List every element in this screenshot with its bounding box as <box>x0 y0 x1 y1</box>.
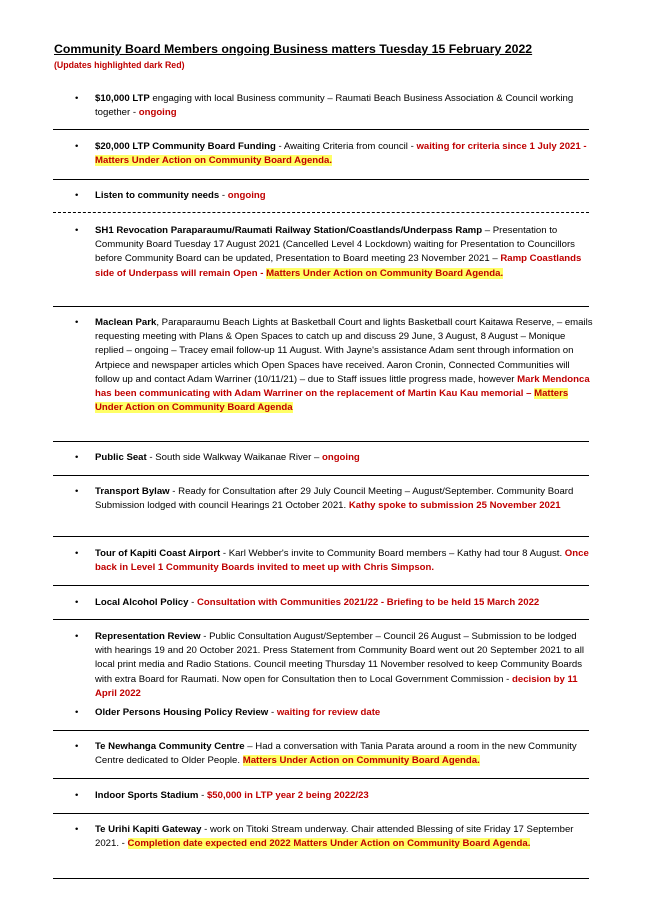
item-airport <box>95 547 593 575</box>
item-heading: $20,000 LTP Community Board Funding <box>95 141 276 152</box>
item-heading: Public Seat <box>95 452 147 463</box>
item-transport-bylaw <box>95 485 593 513</box>
item-heading: Transport Bylaw <box>95 486 170 497</box>
item-text: - <box>268 707 277 718</box>
item-maclean <box>95 316 593 415</box>
separator <box>53 778 589 779</box>
bullet-icon: • <box>75 190 79 201</box>
item-heading: Older Persons Housing Policy Review <box>95 707 269 718</box>
separator <box>53 306 589 307</box>
item-text: - Public Consultation August/September – Council 26 August – Submission to be lodged with hearings 19 and 20 October 2021. Press Statement from Community Board went out 20 September 2021 to all local print media and Radio Stations. Council meeting Thursday 11 November resolved to keep Community Boards with extra Board for Raumati. Now open for Consultation then to Local Government Commission - <box>95 631 585 685</box>
item-text: - <box>219 190 228 201</box>
item-public-seat <box>95 451 593 465</box>
item-heading: SH1 Revocation Paraparaumu/Raumati Railway Station/Coastlands/Underpass Ramp <box>95 225 483 236</box>
item-status: waiting for criteria since 1 July 2021 - <box>416 141 587 152</box>
bullet-icon: • <box>75 790 79 801</box>
bullet-icon: • <box>75 93 79 104</box>
item-highlight: Matters Under Action on Community Board Agenda. <box>242 755 480 767</box>
item-sports-stadium <box>95 789 593 803</box>
item-highlight: Matters Under Action on Community Board Agenda. <box>266 267 504 279</box>
item-representation-review <box>95 630 593 701</box>
item-heading: Te Newhanga Community Centre <box>95 741 245 752</box>
separator <box>53 813 589 814</box>
bullet-icon: • <box>75 486 79 497</box>
separator <box>53 536 589 537</box>
item-text: - <box>198 790 207 801</box>
separator <box>53 475 589 476</box>
item-text: - Karl Webber's invite to Community Board members – Kathy had tour 8 August. <box>220 548 565 559</box>
item-highlight: Matters Under Action on Community Board Agenda. <box>95 155 333 167</box>
item-heading: Representation Review <box>95 631 201 642</box>
bullet-icon: • <box>75 707 79 718</box>
item-status: $50,000 in LTP year 2 being 2022/23 <box>206 790 369 801</box>
item-funding <box>95 140 593 168</box>
bullet-icon: • <box>75 824 79 835</box>
item-highlight: Completion date expected end 2022 Matters Under Action on Community Board Agenda. <box>127 838 531 850</box>
bullet-icon: • <box>75 548 79 559</box>
item-status: Once back in Level 1 Community Boards invited to meet up with Chris Simpson. <box>95 548 589 574</box>
item-text: - Awaiting Criteria from council - <box>275 141 417 152</box>
item-heading: $10,000 LTP <box>95 93 150 104</box>
item-text: engaging with local Business community – Raumati Beach Business Association & Council working together - <box>95 93 574 119</box>
item-heading: Indoor Sports Stadium <box>95 790 199 801</box>
item-text: - Ready for Consultation after 29 July Council Meeting – August/September. Community Board Submission lodged with council Hearings 21 October 2021. <box>95 486 574 512</box>
item-status: decision by 11 April 2022 <box>95 673 578 699</box>
separator <box>53 179 589 180</box>
item-heading: Tour of Kapiti Coast Airport <box>95 548 221 559</box>
item-heading: Listen to community needs <box>95 190 220 201</box>
item-status: ongoing <box>138 107 177 119</box>
item-text: - South side Walkway Waikanae River – <box>146 452 322 463</box>
bullet-icon: • <box>75 631 79 642</box>
item-status: Mark Mendonca has been communicating with Adam Warriner on the replacement of Martin Kau Kau memorial – <box>95 373 590 400</box>
item-status: Consultation with Communities 2021/22 - Briefing to be held 15 March 2022 <box>197 597 540 608</box>
item-text: , Paraparaumu Beach Lights at Basketball Court and lights Basketball court Kaitawa Reserve, – emails requesting meeting with Plans & Open Spaces to catch up and discuss 29 June, 3 August, 8 August – Monique replied – ongoing – Tracey email follow-up 11 August. With Jayne's assistance Adam sent through information on Artpiece and newspaper articles which Open Spaces have received. Aaron Cronin, Connected Communities will follow up and contact Adam Warriner (10/11/21) – due to Staff issues little progress made, however <box>95 317 593 385</box>
document-title: Community Board Members ongoing Business matters Tuesday 15 February 2022 <box>54 42 533 56</box>
item-urihi-gateway <box>95 823 593 851</box>
item-heading: Local Alcohol Policy <box>95 597 189 608</box>
item-housing-policy <box>95 706 593 720</box>
item-status: waiting for review date <box>276 707 381 718</box>
item-status: Kathy spoke to submission 25 November 2021 <box>348 500 561 512</box>
separator <box>53 730 589 731</box>
item-text: – Presentation to Community Board Tuesday 17 August 2021 (Cancelled Level 4 Lockdown) waiting for Presentation to Councillors before Community Board can be updated, Presentation to Board meeting 23 November 2021 – <box>95 225 575 265</box>
separator <box>53 129 589 130</box>
item-text: - work on Titoki Stream underway. Chair attended Blessing of site Friday 17 September 2021. - <box>95 824 574 850</box>
item-listen <box>95 189 593 203</box>
separator <box>53 212 589 213</box>
bullet-icon: • <box>75 741 79 752</box>
document-subtitle: (Updates highlighted dark Red) <box>54 60 185 70</box>
separator <box>53 619 589 620</box>
item-heading: Te Urihi Kapiti Gateway <box>95 824 202 835</box>
bullet-icon: • <box>75 225 79 236</box>
item-text: - <box>188 597 197 608</box>
bullet-icon: • <box>75 317 79 328</box>
item-status: ongoing <box>321 452 360 463</box>
item-highlight: Matters Under Action on Community Board Agenda <box>95 388 569 414</box>
item-heading: Maclean Park <box>95 317 157 328</box>
item-status: Ramp Coastlands side of Underpass will remain Open - <box>95 253 582 279</box>
bullet-icon: • <box>75 597 79 608</box>
bullet-icon: • <box>75 452 79 463</box>
separator <box>53 878 589 879</box>
item-ltp <box>95 92 593 120</box>
item-sh1 <box>95 224 593 281</box>
item-alcohol-policy <box>95 596 593 610</box>
separator <box>53 441 589 442</box>
bullet-icon: • <box>75 141 79 152</box>
separator <box>53 585 589 586</box>
item-newhanga <box>95 740 593 768</box>
item-text: – Had a conversation with Tania Parata around a room in the new Community Centre dedicated to Older People. <box>95 741 577 767</box>
item-status: ongoing <box>227 190 266 201</box>
